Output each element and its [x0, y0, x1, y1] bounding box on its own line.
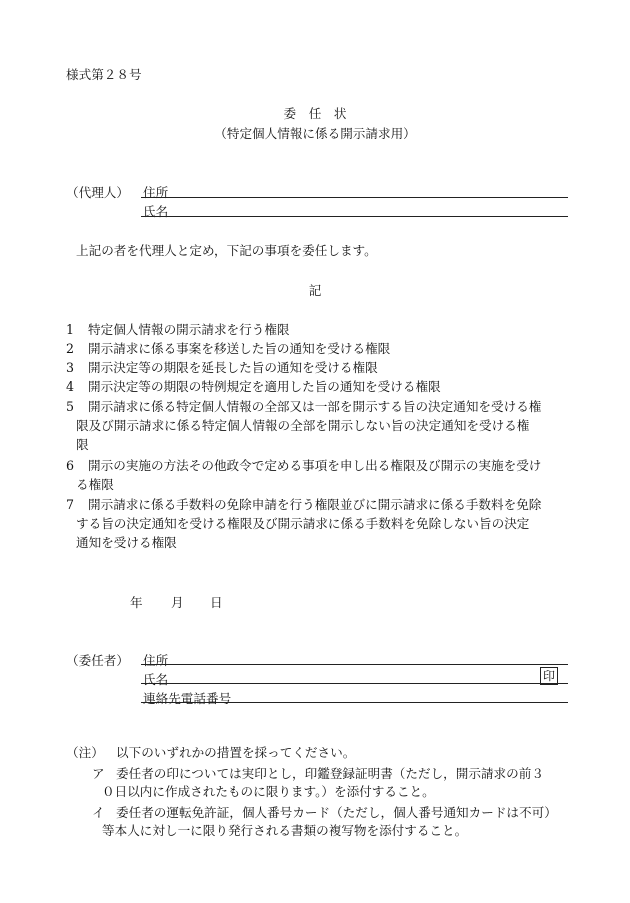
principal-name-line — [141, 683, 568, 684]
note-a-line2: ０日以内に作成されたものに限ります。）を添付すること。 — [102, 784, 435, 799]
note-i-line1: 委任者の運転免許証，個人番号カード（ただし，個人番号通知カードは不可） — [116, 805, 557, 820]
date-year-label: 年 — [130, 595, 143, 610]
principal-address-line — [141, 664, 568, 665]
ki-marker: 記 — [308, 283, 322, 298]
agent-name-label: 氏名 — [143, 204, 169, 219]
document-title: 委 任 状 — [283, 106, 347, 121]
seal-mark: 印 — [540, 667, 558, 685]
note-a-mark: ア — [92, 766, 105, 781]
notes-label: （注） — [66, 745, 104, 760]
intro-text: 上記の者を代理人と定め，下記の事項を委任します。 — [76, 243, 377, 258]
date-month-label: 月 — [171, 595, 184, 610]
agent-name-line — [141, 216, 568, 217]
list-item: 2 開示請求に係る事案を移送した旨の通知を受ける権限 — [66, 341, 391, 356]
principal-label: （委任者） — [66, 653, 129, 668]
agent-address-line — [141, 197, 568, 198]
note-a-line1: 委任者の印については実印とし，印鑑登録証明書（ただし，開示請求の前３ — [116, 766, 544, 781]
document-subtitle: （特定個人情報に係る開示請求用） — [214, 126, 416, 141]
note-i-mark: イ — [92, 805, 105, 820]
date-day-label: 日 — [210, 595, 223, 610]
principal-address-label: 住所 — [143, 653, 169, 668]
principal-phone-label: 連絡先電話番号 — [143, 691, 232, 706]
notes-intro: 以下のいずれかの措置を採ってください。 — [116, 745, 356, 760]
list-item: 1 特定個人情報の開示請求を行う権限 — [66, 322, 290, 337]
principal-phone-line — [141, 702, 568, 703]
agent-label: （代理人） — [66, 185, 129, 200]
list-item: 4 開示決定等の期限の特例規定を適用した旨の通知を受ける権限 — [66, 379, 441, 394]
list-item: 3 開示決定等の期限を延長した旨の通知を受ける権限 — [66, 360, 378, 375]
note-i-line2: 等本人に対し一に限り発行される書類の複写物を添付すること。 — [102, 823, 468, 838]
principal-name-label: 氏名 — [143, 672, 169, 687]
form-number: 様式第２８号 — [66, 67, 142, 82]
agent-address-label: 住所 — [143, 185, 169, 200]
